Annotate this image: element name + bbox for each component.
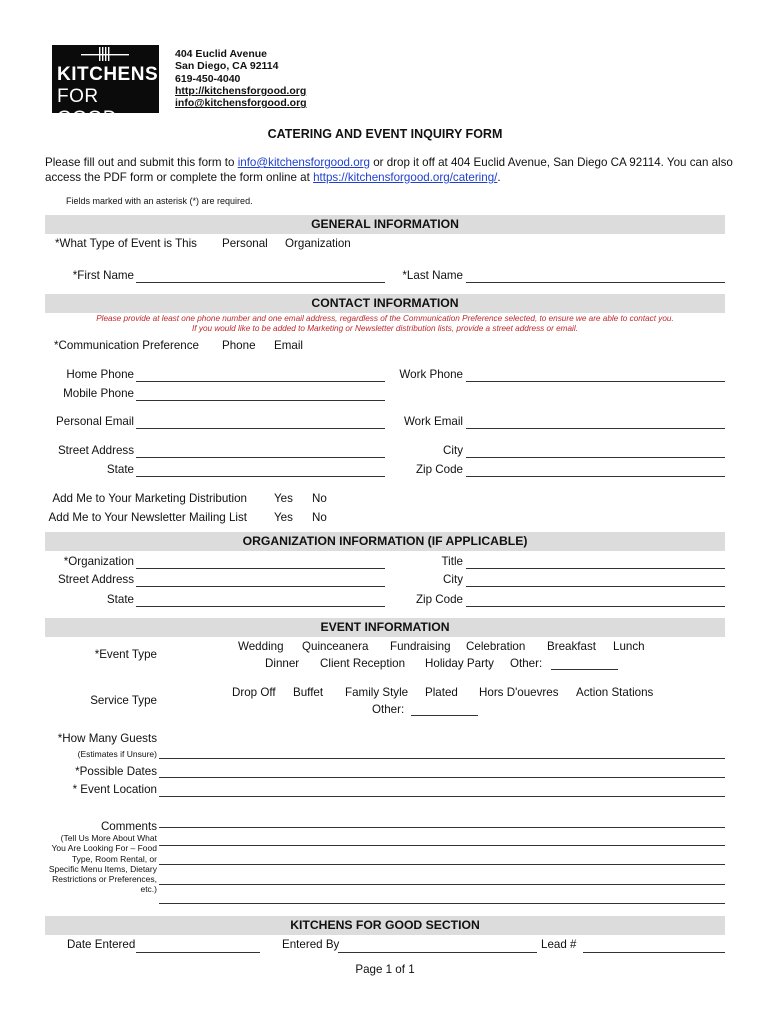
comments-note: (Tell Us More About What You Are Looking For – Food Type, Room Rental, or Specific Menu Items, Dietary Restrictions or Preferences, etc.)	[48, 833, 157, 895]
service-action-stations[interactable]: Action Stations	[576, 686, 654, 699]
newsletter-label: Add Me to Your Newsletter Mailing List	[48, 511, 247, 524]
service-family-style[interactable]: Family Style	[345, 686, 409, 699]
event-holiday-party[interactable]: Holiday Party	[425, 657, 494, 670]
org-state-label: State	[106, 593, 134, 606]
service-buffet[interactable]: Buffet	[293, 686, 324, 699]
org-street-label: Street Address	[57, 573, 134, 586]
event-celebration[interactable]: Celebration	[466, 640, 526, 653]
location-field[interactable]	[159, 796, 725, 797]
dates-label: *Possible Dates	[75, 765, 157, 778]
city-field[interactable]	[466, 457, 725, 458]
service-other-field[interactable]	[411, 715, 478, 716]
page-number: Page 1 of 1	[355, 963, 415, 976]
zip-field[interactable]	[466, 476, 725, 477]
address-city: San Diego, CA 92114	[175, 60, 279, 73]
zip-label: Zip Code	[415, 463, 463, 476]
street-label: Street Address	[57, 444, 134, 457]
comments-field-4[interactable]	[159, 884, 725, 885]
marketing-label: Add Me to Your Marketing Distribution	[52, 492, 247, 505]
last-name-label: *Last Name	[402, 269, 463, 282]
guests-field[interactable]	[159, 758, 725, 759]
marketing-yes[interactable]: Yes	[274, 492, 293, 505]
state-field[interactable]	[136, 476, 385, 477]
date-entered-label: Date Entered	[67, 938, 136, 951]
service-type-label: Service Type	[90, 694, 157, 707]
kfg-section-header: KITCHENS FOR GOOD SECTION	[45, 916, 725, 935]
org-street-field[interactable]	[136, 586, 385, 587]
contact-note-2: If you would like to be added to Marketing or Newsletter distribution lists, provide a street address or email.	[192, 324, 578, 333]
service-other-label: Other:	[372, 703, 405, 716]
event-lunch[interactable]: Lunch	[613, 640, 645, 653]
org-city-field[interactable]	[466, 586, 725, 587]
lead-label: Lead #	[541, 938, 577, 951]
service-hors-douevres[interactable]: Hors D'ouevres	[479, 686, 559, 699]
contact-note-1: Please provide at least one phone number and one email address, regardless of the Communication Preference selected, to ensure we are able to contact you.	[96, 314, 674, 323]
first-name-field[interactable]	[136, 282, 385, 283]
street-field[interactable]	[136, 457, 385, 458]
event-dinner[interactable]: Dinner	[265, 657, 300, 670]
event-quinceanera[interactable]: Quinceanera	[302, 640, 369, 653]
event-type-label: *Event Type	[94, 648, 157, 661]
org-title-field[interactable]	[466, 568, 725, 569]
address-phone: 619-450-4040	[175, 72, 241, 85]
org-label: *Organization	[63, 555, 134, 568]
entered-by-field[interactable]	[338, 952, 537, 953]
org-title-label: Title	[441, 555, 463, 568]
work-email-field[interactable]	[466, 428, 725, 429]
org-city-label: City	[443, 573, 463, 586]
intro-text: Please fill out and submit this form to info@kitchensforgood.org or drop it off at 404 Euclid Avenue, San Diego CA 92114. You can also access the PDF form or complete the form online at https://kitchensforgood.org/catering/.	[45, 156, 733, 184]
address-street: 404 Euclid Avenue	[175, 48, 268, 60]
last-name-field[interactable]	[466, 282, 725, 283]
mobile-phone-field[interactable]	[136, 400, 385, 401]
comm-pref-label: *Communication Preference	[54, 339, 199, 352]
address-website-link[interactable]: http://kitchensforgood.org	[175, 84, 307, 97]
logo-line1: KITCHENS	[57, 64, 159, 85]
work-phone-label: Work Phone	[399, 368, 463, 381]
location-label: * Event Location	[72, 783, 157, 796]
address-block	[175, 48, 307, 109]
comments-label: Comments	[100, 820, 157, 833]
newsletter-yes[interactable]: Yes	[274, 511, 293, 524]
personal-email-label: Personal Email	[56, 415, 134, 428]
comments-field-5[interactable]	[159, 903, 725, 904]
work-email-label: Work Email	[403, 415, 463, 428]
guests-note: (Estimates if Unsure)	[77, 749, 157, 759]
service-drop-off[interactable]: Drop Off	[232, 686, 276, 699]
org-zip-label: Zip Code	[415, 593, 463, 606]
event-breakfast[interactable]: Breakfast	[547, 640, 596, 653]
comments-field-3[interactable]	[159, 864, 725, 865]
intro-url-link[interactable]: https://kitchensforgood.org/catering/	[313, 171, 498, 184]
org-field[interactable]	[136, 568, 385, 569]
home-phone-label: Home Phone	[66, 368, 134, 381]
event-client-reception[interactable]: Client Reception	[320, 657, 406, 670]
guests-label: *How Many Guests	[57, 732, 157, 745]
personal-email-field[interactable]	[136, 428, 385, 429]
event-kind-label: *What Type of Event is This	[55, 237, 197, 250]
first-name-label: *First Name	[72, 269, 134, 282]
contact-section-header: CONTACT INFORMATION	[45, 294, 725, 313]
comments-field-2[interactable]	[159, 845, 725, 846]
comments-field-1[interactable]	[159, 827, 725, 828]
dates-field[interactable]	[159, 777, 725, 778]
event-wedding[interactable]: Wedding	[238, 640, 284, 653]
kitchens-for-good-logo	[52, 45, 159, 129]
option-organization[interactable]: Organization	[285, 237, 351, 250]
intro-email-link[interactable]: info@kitchensforgood.org	[237, 156, 370, 169]
org-state-field[interactable]	[136, 606, 385, 607]
state-label: State	[106, 463, 134, 476]
date-entered-field[interactable]	[136, 952, 260, 953]
mobile-phone-label: Mobile Phone	[63, 387, 134, 400]
option-personal[interactable]: Personal	[222, 237, 268, 250]
org-zip-field[interactable]	[466, 606, 725, 607]
work-phone-field[interactable]	[466, 381, 725, 382]
service-plated[interactable]: Plated	[425, 686, 458, 699]
home-phone-field[interactable]	[136, 381, 385, 382]
option-email[interactable]: Email	[274, 339, 303, 352]
general-section-header: GENERAL INFORMATION	[45, 215, 725, 234]
fork-icon	[79, 47, 131, 63]
city-label: City	[443, 444, 463, 457]
logo-line2: FOR GOOD	[57, 86, 118, 129]
event-other-label: Other:	[510, 657, 543, 670]
entered-by-label: Entered By	[282, 938, 340, 951]
organization-section-header: ORGANIZATION INFORMATION (IF APPLICABLE)	[45, 532, 725, 551]
newsletter-no[interactable]: No	[312, 511, 327, 524]
marketing-no[interactable]: No	[312, 492, 327, 505]
address-email-link[interactable]: info@kitchensforgood.org	[175, 97, 307, 110]
lead-field[interactable]	[583, 952, 725, 953]
option-phone[interactable]: Phone	[222, 339, 256, 352]
form-title: CATERING AND EVENT INQUIRY FORM	[267, 127, 503, 141]
event-section-header: EVENT INFORMATION	[45, 618, 725, 637]
required-note: Fields marked with an asterisk (*) are required.	[66, 196, 253, 206]
event-other-field[interactable]	[551, 669, 618, 670]
event-fundraising[interactable]: Fundraising	[390, 640, 451, 653]
